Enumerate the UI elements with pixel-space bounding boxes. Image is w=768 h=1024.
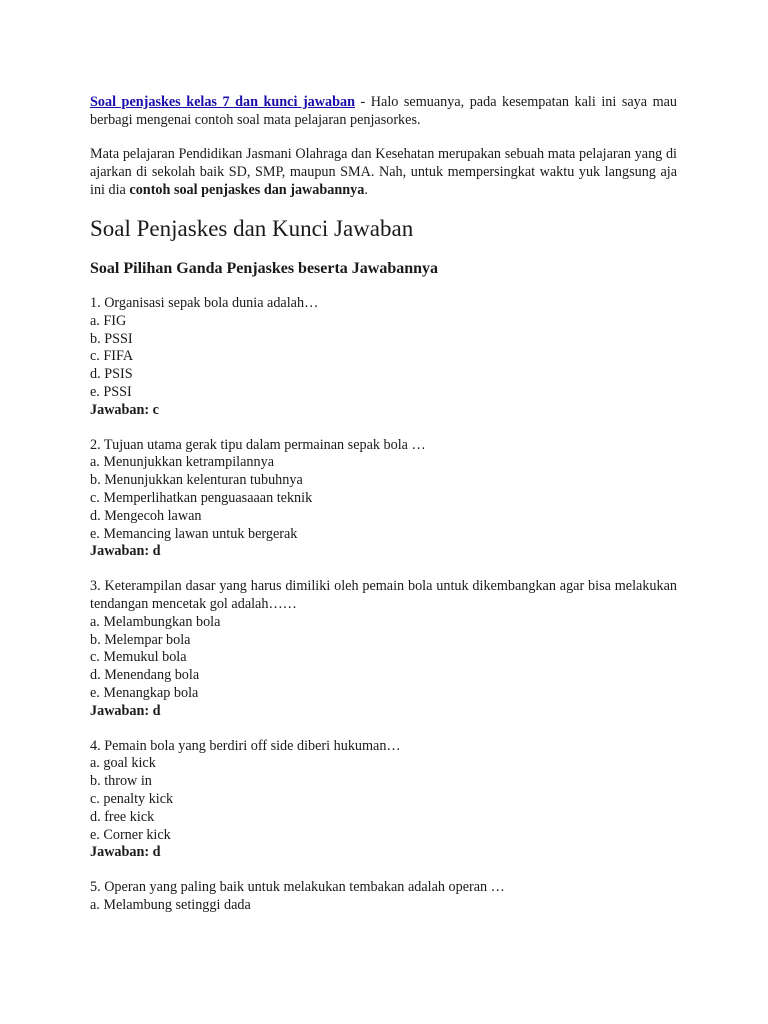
question-block (90, 738, 677, 863)
page-heading: Soal Penjaskes dan Kunci Jawaban (90, 216, 414, 241)
answer-key: Jawaban: d (90, 543, 161, 560)
answer-option: c. FIFA (90, 348, 134, 365)
answer-key: Jawaban: c (90, 401, 159, 418)
section-subheading: Soal Pilihan Ganda Penjaskes beserta Jawabannya (90, 260, 439, 277)
answer-option: a. Melambungkan bola (90, 613, 221, 630)
answer-option: c. Memperlihatkan penguasaaan teknik (90, 489, 313, 506)
answer-option: b. Melempar bola (90, 631, 191, 648)
answer-key: Jawaban: d (90, 844, 161, 861)
question-block (90, 578, 677, 720)
answer-option: d. Menendang bola (90, 667, 200, 684)
question-text: 1. Organisasi sepak bola dunia adalah… (90, 295, 319, 311)
answer-option: a. Melambung setinggi dada (90, 896, 251, 913)
question-block (90, 437, 677, 562)
answer-key: Jawaban: d (90, 702, 161, 719)
answer-option: e. Corner kick (90, 826, 171, 843)
question-text: 2. Tujuan utama gerak tipu dalam permainan sepak bola … (90, 436, 426, 453)
intro-text-2: Mata pelajaran Pendidikan Jasmani Olahraga dan Kesehatan merupakan sebuah mata pelajaran yang di ajarkan di sekolah baik SD, SMP, maupun SMA. Nah, untuk mempersingkat waktu yuk langsung aja ini dia (90, 146, 677, 198)
question-block (90, 879, 677, 915)
document-page (90, 93, 677, 932)
answer-option: c. penalty kick (90, 790, 174, 807)
article-link[interactable]: Soal penjaskes kelas 7 dan kunci jawaban (90, 94, 355, 110)
intro-paragraph-1 (90, 93, 677, 129)
answer-option: e. Menangkap bola (90, 684, 199, 701)
question-list (90, 295, 677, 915)
answer-option: d. PSIS (90, 366, 133, 383)
intro-bold-text: contoh soal penjaskes dan jawabannya (129, 182, 365, 198)
answer-option: d. Mengecoh lawan (90, 507, 202, 524)
intro-text-1: - Halo semuanya, pada kesempatan kali ini saya mau berbagi mengenai contoh soal mata pelajaran penjasorkes. (90, 94, 677, 128)
answer-option: a. goal kick (90, 755, 156, 772)
answer-option: a. FIG (90, 312, 127, 329)
intro-text-2-end: . (364, 182, 368, 198)
answer-option: b. PSSI (90, 330, 133, 347)
answer-option: a. Menunjukkan ketrampilannya (90, 454, 274, 471)
question-text: 5. Operan yang paling baik untuk melakukan tembakan adalah operan … (90, 879, 505, 896)
question-text: 3. Keterampilan dasar yang harus dimiliki oleh pemain bola untuk dikembangkan agar bisa melakukan tendangan mencetak gol adalah…… (90, 578, 677, 612)
intro-paragraph-2 (90, 145, 677, 199)
answer-option: b. throw in (90, 773, 152, 790)
question-text: 4. Pemain bola yang berdiri off side diberi hukuman… (90, 737, 401, 754)
answer-option: e. PSSI (90, 383, 132, 400)
question-block (90, 295, 677, 420)
answer-option: c. Memukul bola (90, 649, 187, 666)
answer-option: b. Menunjukkan kelenturan tubuhnya (90, 472, 303, 489)
answer-option: d. free kick (90, 808, 155, 825)
answer-option: e. Memancing lawan untuk bergerak (90, 525, 298, 542)
